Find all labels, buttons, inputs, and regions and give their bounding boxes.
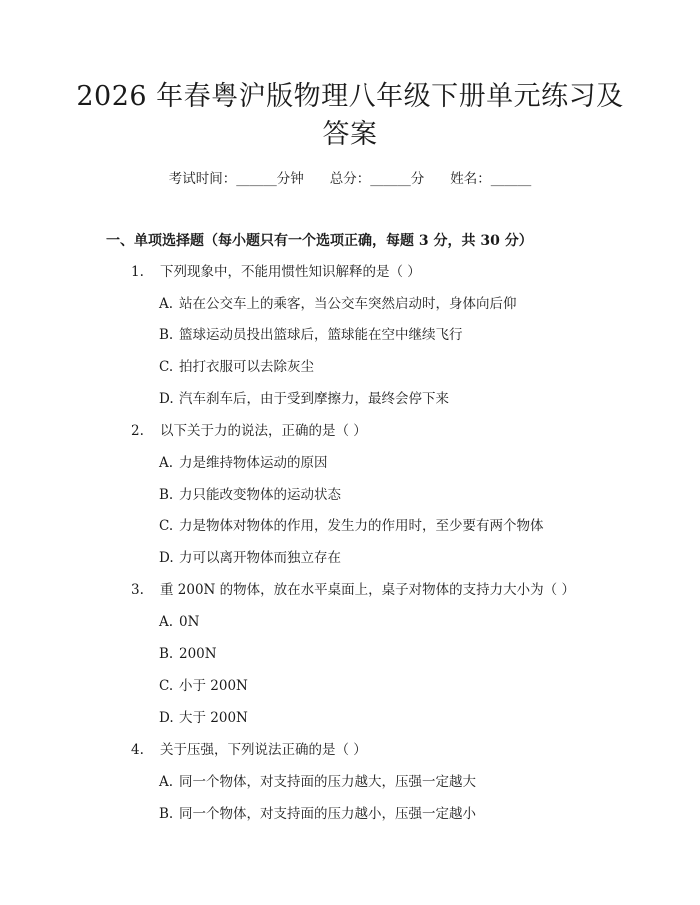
q4-option-a: A. 同一个物体，对支持面的压力越大，压强一定越大 [159, 774, 476, 790]
question-text: 重 200N 的物体，放在水平桌面上，桌子对物体的支持力大小为（ ） [160, 582, 575, 598]
title-line-2: 答案 [322, 119, 378, 150]
q3-option-c: C. 小于 200N [159, 678, 248, 694]
q1-option-b: B. 篮球运动员投出篮球后，篮球能在空中继续飞行 [159, 327, 463, 343]
q1-option-c: C. 拍打衣服可以去除灰尘 [159, 359, 314, 375]
q1-option-d: D. 汽车刹车后，由于受到摩擦力，最终会停下来 [159, 391, 449, 407]
q3-option-b: B. 200N [159, 646, 217, 662]
question-number: 4. [131, 742, 144, 758]
question-number: 1. [131, 264, 144, 280]
q3-option-d: D. 大于 200N [159, 710, 248, 726]
question-text: 下列现象中，不能用惯性知识解释的是（ ） [160, 264, 421, 280]
q4-option-b: B. 同一个物体，对支持面的压力越小，压强一定越小 [159, 806, 476, 822]
question-text: 关于压强，下列说法正确的是（ ） [160, 742, 367, 758]
exam-time: 考试时间：______分钟 [168, 171, 304, 187]
exam-score: 总分：______分 [329, 171, 425, 187]
q1-option-a: A. 站在公交车上的乘客，当公交车突然启动时，身体向后仰 [159, 296, 517, 312]
question-4 [131, 741, 367, 759]
exam-name: 姓名：______ [450, 171, 532, 187]
section-heading: 一、单项选择题（每小题只有一个选项正确，每题 3 分，共 30 分） [106, 233, 533, 249]
q2-option-d: D. 力可以离开物体而独立存在 [159, 550, 341, 566]
exam-info [0, 170, 700, 188]
q2-option-c: C. 力是物体对物体的作用，发生力的作用时，至少要有两个物体 [159, 518, 544, 534]
document-title [60, 78, 640, 154]
q2-option-b: B. 力只能改变物体的运动状态 [159, 487, 341, 503]
title-line-1: 2026 年春粤沪版物理八年级下册单元练习及 [76, 81, 624, 112]
question-text: 以下关于力的说法，正确的是（ ） [160, 423, 367, 439]
question-1 [131, 263, 421, 281]
q3-option-a: A. 0N [159, 614, 200, 630]
question-3 [131, 581, 575, 599]
q2-option-a: A. 力是维持物体运动的原因 [159, 455, 328, 471]
question-number: 2. [131, 423, 144, 439]
question-2 [131, 422, 367, 440]
question-number: 3. [131, 582, 144, 598]
